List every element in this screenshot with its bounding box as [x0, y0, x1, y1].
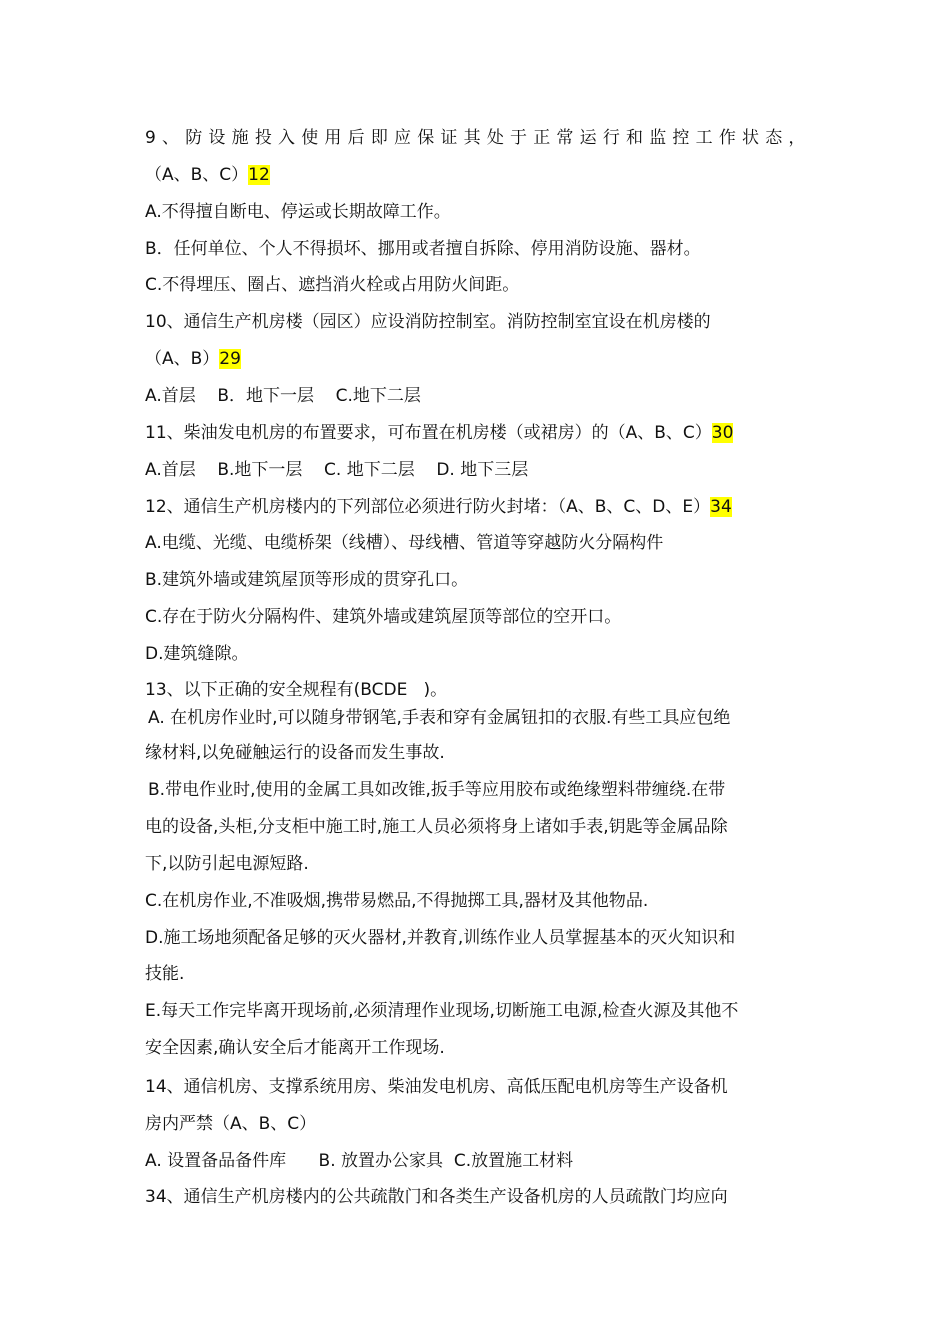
q12-option-c: C.存在于防火分隔构件、建筑外墙或建筑屋顶等部位的空开口。 [145, 607, 622, 627]
q12-stem [145, 495, 825, 519]
q10-stem-line2 [145, 347, 825, 371]
q10-stem-line1: 10、通信生产机房楼（园区）应设消防控制室。消防控制室宜设在机房楼的 [145, 312, 711, 332]
q13-option-e-line2: 安全因素,确认安全后才能离开工作现场. [145, 1038, 445, 1058]
q14-stem-line1: 14、通信机房、支撑系统用房、柴油发电机房、高低压配电机房等生产设备机 [145, 1077, 728, 1097]
q13-stem: 13、以下正确的安全规程有(BCDE )。 [145, 680, 448, 700]
q14-stem-line2: 房内严禁（A、B、C） [145, 1114, 317, 1134]
q13-option-e-line1: E.每天工作完毕离开现场前,必须清理作业现场,切断施工电源,检查火源及其他不 [145, 1001, 739, 1021]
q9-answer: （A、B、C） [145, 165, 249, 185]
q9-stem-line1: 9、防设施投入使用后即应保证其处于正常运行和监控工作状态， [145, 128, 812, 148]
q12-ref-highlight: 34 [710, 497, 732, 517]
q13-option-d-line1: D.施工场地须配备足够的灭火器材,并教育,训练作业人员掌握基本的灭火知识和 [145, 928, 736, 948]
q13-option-a-line2: 缘材料,以免碰触运行的设备而发生事故. [145, 743, 445, 763]
q13-option-a-line1: A. 在机房作业时,可以随身带钢笔,手表和穿有金属钮扣的衣服.有些工具应包绝 [148, 708, 731, 728]
q12-stem-text: 12、通信生产机房楼内的下列部位必须进行防火封堵：（A、B、C、D、E） [145, 497, 711, 517]
q12-option-a: A.电缆、光缆、电缆桥架（线槽）、母线槽、管道等穿越防火分隔构件 [145, 533, 664, 553]
q10-ref-highlight: 29 [219, 349, 241, 369]
q11-stem [145, 421, 825, 445]
q13-option-b-line3: 下,以防引起电源短路. [145, 854, 309, 874]
q11-options: A.首层 B.地下一层 C. 地下二层 D. 地下三层 [145, 460, 529, 480]
q11-stem-text: 11、柴油发电机房的布置要求，可布置在机房楼（或裙房）的（A、B、C） [145, 423, 712, 443]
q9-option-b: B．任何单位、个人不得损坏、挪用或者擅自拆除、停用消防设施、器材。 [145, 239, 701, 259]
q9-ref-highlight: 12 [248, 165, 270, 185]
q13-option-b-line1: B.带电作业时,使用的金属工具如改锥,扳手等应用胶布或绝缘塑料带缠绕.在带 [148, 780, 726, 800]
q10-options: A.首层 B．地下一层 C.地下二层 [145, 386, 421, 406]
q13-option-d-line2: 技能. [145, 964, 185, 984]
q10-answer: （A、B） [145, 349, 220, 369]
q13-option-b-line2: 电的设备,头柜,分支柜中施工时,施工人员必须将身上诸如手表,钥匙等金属品除 [145, 817, 728, 837]
q9-option-a: A.不得擅自断电、停运或长期故障工作。 [145, 202, 451, 222]
q34-stem-line1: 34、通信生产机房楼内的公共疏散门和各类生产设备机房的人员疏散门均应向 [145, 1187, 728, 1207]
q12-option-b: B.建筑外墙或建筑屋顶等形成的贯穿孔口。 [145, 570, 469, 590]
q9-option-c: C.不得埋压、圈占、遮挡消火栓或占用防火间距。 [145, 275, 520, 295]
q9-stem-line2 [145, 163, 825, 187]
q13-option-c: C.在机房作业,不准吸烟,携带易燃品,不得抛掷工具,器材及其他物品. [145, 891, 649, 911]
q14-options: A. 设置备品备件库 B. 放置办公家具 C.放置施工材料 [145, 1151, 574, 1171]
q11-ref-highlight: 30 [711, 423, 734, 443]
q12-option-d: D.建筑缝隙。 [145, 644, 249, 664]
